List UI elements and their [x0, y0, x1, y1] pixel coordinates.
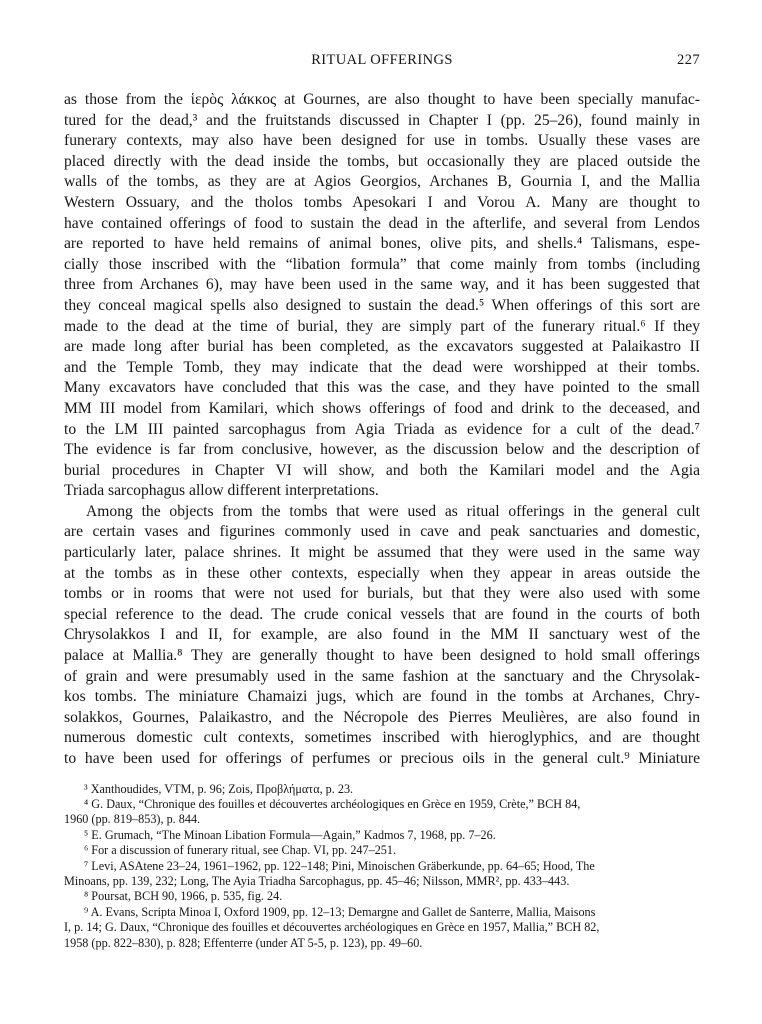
text-line: Triada sarcophagus allow different interpretations.: [64, 482, 379, 500]
text-line: are reported to have held remains of animal bones, olive pits, and shells.⁴ Talismans, espe-: [64, 235, 700, 253]
footnote-line: Minoans, pp. 139, 232; Long, The Ayia Triadha Sarcophagus, pp. 45–46; Nilsson, MMR², pp. 433–443.: [64, 874, 570, 889]
text-line: as those from the ἱερὸς λάκκος at Gournes, are also thought to have been specially manufac-: [64, 91, 700, 108]
text-line: to have been used for offerings of perfumes or precious oils in the general cult.⁹ Miniature: [64, 750, 700, 767]
text-line: MM III model from Kamilari, which shows offerings of food and drink to the deceased, and: [64, 399, 700, 417]
body-text: [64, 90, 700, 770]
footnote-line: ⁶ For a discussion of funerary ritual, see Chap. VI, pp. 247–251.: [84, 843, 397, 858]
footnote-line: ⁹ A. Evans, Scripta Minoa I, Oxford 1909, pp. 12–13; Demargne and Gallet de Santerre, Mallia, Maisons: [84, 904, 596, 919]
footnote-line: ⁵ E. Grumach, “The Minoan Libation Formula—Again,” Kadmos 7, 1968, pp. 7–26.: [84, 827, 496, 842]
text-line: and the Temple Tomb, they may indicate that the dead were worshipped at their tombs.: [64, 358, 700, 376]
text-line: tombs or in rooms that were not used for burials, but that they were also used with some: [64, 585, 700, 603]
footnote-line: 1960 (pp. 819–853), p. 844.: [64, 812, 201, 827]
text-line: Western Ossuary, and the tholos tombs Apesokari I and Vorou A. Many are thought to: [64, 193, 700, 211]
page-number: 227: [677, 52, 700, 68]
text-line: have contained offerings of food to sustain the dead in the afterlife, and several from Lendos: [64, 214, 700, 232]
footnote-3: [64, 782, 700, 797]
text-line: funerary contexts, may also have been designed for use in tombs. Usually these vases are: [64, 132, 700, 150]
footnote-line: 1958 (pp. 822–830), p. 828; Effenterre (under AT 5-5, p. 123), pp. 49–60.: [64, 935, 423, 950]
text-line: of grain and were presumably used in the same fashion at the sanctuary and the Chrysolak-: [64, 667, 700, 685]
footnote-4: [64, 797, 700, 828]
text-line: three from Archanes 6), may have been used in the same way, and it has been suggested that: [64, 276, 700, 294]
text-line: Chrysolakkos I and II, for example, are also found in the MM II sanctuary west of the: [64, 626, 700, 644]
text-line: Many excavators have concluded that this was the case, and they have pointed to the small: [64, 379, 700, 397]
text-line: they conceal magical spells also designed to sustain the dead.⁵ When offerings of this sort are: [64, 296, 700, 314]
footnote-line: I, p. 14; G. Daux, “Chronique des fouilles et découvertes archéologiques en Grèce en 1957, Mallia,” BCH 82,: [64, 920, 600, 935]
footnote-9: [64, 905, 700, 951]
text-line: kos tombs. The miniature Chamaizi jugs, which are found in the tombs at Archanes, Chry-: [64, 688, 700, 706]
page: [64, 52, 700, 951]
text-line: Among the objects from the tombs that were used as ritual offerings in the general cult: [86, 502, 700, 520]
text-line: particularly later, palace shrines. It might be assumed that they were used in the same way: [64, 544, 700, 562]
footnote-line: ⁸ Poursat, BCH 90, 1966, p. 535, fig. 24.: [84, 889, 283, 904]
text-line: are made long after burial has been completed, as the excavators suggested at Palaikastro II: [64, 338, 700, 356]
text-line: tured for the dead,³ and the fruitstands discussed in Chapter I (pp. 25–26), found mainly in: [64, 111, 700, 129]
running-title: RITUAL OFFERINGS: [311, 52, 453, 68]
footnote-line: ³ Xanthoudides, VTM, p. 96; Zois, Προβλήματα, p. 23.: [84, 781, 354, 796]
footnote-5: [64, 828, 700, 843]
paragraph-2: [64, 502, 700, 770]
text-line: are certain vases and figurines commonly used in cave and peak sanctuaries and domestic,: [64, 523, 700, 541]
text-line: placed directly with the dead inside the tombs, but occasionally they are placed outside the: [64, 152, 700, 170]
footnote-8: [64, 889, 700, 904]
text-line: to the LM III painted sarcophagus from Agia Triada as evidence for a cult of the dead.⁷: [64, 420, 700, 438]
text-line: at the tombs as in these other contexts, especially when they appear in areas outside the: [64, 564, 700, 582]
footnotes: [64, 782, 700, 951]
text-line: special reference to the dead. The crude conical vessels that are found in the courts of both: [64, 605, 700, 623]
text-line: cially those inscribed with the “libation formula” that come mainly from tombs (including: [64, 255, 700, 273]
text-line: burial procedures in Chapter VI will show, and both the Kamilari model and the Agia: [64, 461, 700, 479]
running-head: [64, 52, 700, 76]
text-line: solakkos, Gournes, Palaikastro, and the Nécropole des Pierres Meulières, are also found in: [64, 708, 700, 726]
paragraph-1: [64, 90, 700, 502]
text-line: numerous domestic cult contexts, sometimes inscribed with hieroglyphics, and are thought: [64, 729, 700, 747]
footnote-line: ⁴ G. Daux, “Chronique des fouilles et découvertes archéologiques en Grèce en 1959, Crète,” BCH 84,: [84, 797, 581, 811]
footnote-line: ⁷ Levi, ASAtene 23–24, 1961–1962, pp. 122–148; Pini, Minoischen Gräberkunde, pp. 64–65; Hood, The: [84, 858, 595, 873]
text-line: palace at Mallia.⁸ They are generally thought to have been designed to hold small offerings: [64, 647, 700, 665]
footnote-6: [64, 843, 700, 858]
text-line: The evidence is far from conclusive, however, as the discussion below and the description of: [64, 441, 700, 459]
text-line: walls of the tombs, as they are at Agios Georgios, Archanes B, Gournia I, and the Mallia: [64, 173, 700, 191]
text-line: made to the dead at the time of burial, they are simply part of the funerary ritual.⁶ If they: [64, 317, 700, 335]
footnote-7: [64, 859, 700, 890]
